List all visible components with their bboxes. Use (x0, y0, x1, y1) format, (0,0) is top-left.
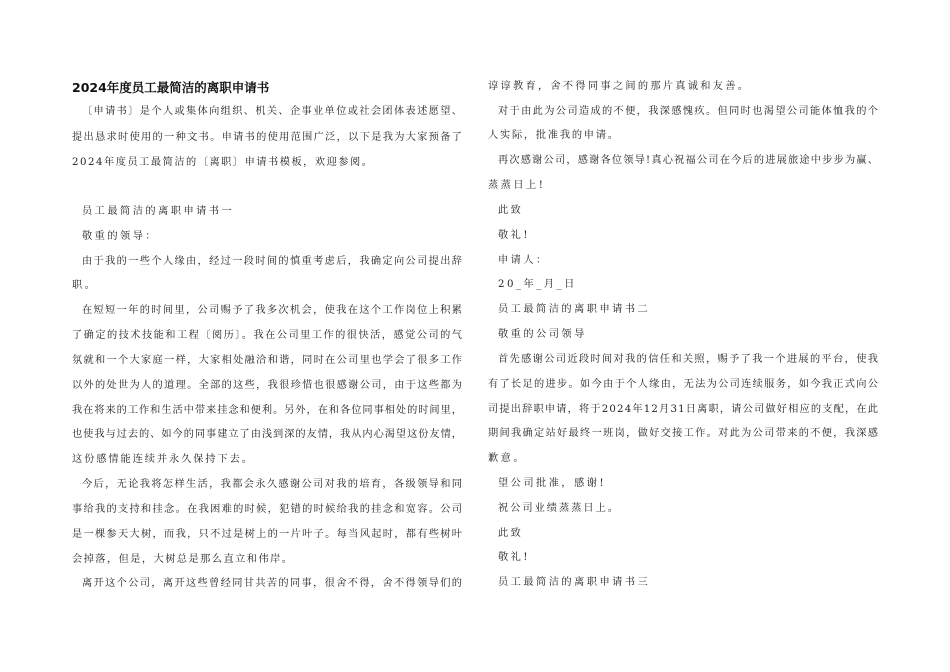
text-line: 2024年度员工最简洁的〔离职〕申请书模板，欢迎参阅。 (72, 157, 374, 168)
text-line: 谆谆教育，舍不得同事之间的那片真诚和友善。 (488, 81, 751, 92)
text-line: 以外的处世为人的道理。全部的这些，我很珍惜也很感谢公司，由于这些都为 (72, 380, 464, 391)
text-line: 祝公司业绩蒸蒸日上。 (498, 503, 620, 514)
text-line: 我在将来的工作和生活中带来挂念和便利。另外，在和各位同事相处的时间里， (72, 405, 463, 416)
text-line: 会掉落，但是，大树总是那么直立和伟岸。 (72, 554, 294, 565)
text-line: 这份感情能连续并永久保持下去。 (72, 454, 254, 465)
closing-line: 敬礼! (498, 230, 530, 241)
section-heading: 员工最简洁的离职申请书三 (498, 577, 651, 588)
text-line: 也使我与过去的、如今的同事建立了由浅到深的友情，我从内心渴望这份友情， (72, 429, 463, 440)
document-title: 2024年度员工最简洁的离职申请书 (72, 80, 270, 95)
text-line: 歉意。 (488, 453, 527, 464)
closing-line: 此致 (498, 205, 524, 216)
text-line: 职。 (72, 280, 98, 291)
text-line: 首先感谢公司近段时间对我的信任和关照，赐予了我一个进展的平台，使我 (498, 354, 880, 365)
text-line: 有了长足的进步。如今由于个人缘由，无法为公司连续服务，如今我正式向公 (488, 379, 880, 390)
text-line: 人实际，批准我的申请。 (488, 130, 620, 141)
text-line: 蒸蒸日上! (488, 180, 546, 191)
text-line: 氛就和一个大家庭一样，大家相处融洽和谐，同时在公司里也学会了很多工作 (72, 355, 464, 366)
text-line: 今后，无论我将怎样生活，我都会永久感谢公司对我的培育，各级领导和同 (82, 479, 464, 490)
section-heading: 员工最简洁的离职申请书二 (498, 304, 651, 315)
text-line: 对于由此为公司造成的不便，我深感愧疚。但同时也渴望公司能体恤我的个 (498, 106, 880, 117)
salutation: 敬重的公司领导 (498, 329, 587, 340)
text-line: 是一棵参天大树，而我，只不过是树上的一片叶子。每当风起时，都有些树叶 (72, 529, 464, 540)
text-line: 事给我的支持和挂念。在我困难的时候，犯错的时候给我的挂念和宽容。公司 (72, 504, 464, 515)
text-line: 〔申请书〕是个人或集体向组织、机关、企事业单位或社会团体表述愿望、 (82, 106, 464, 117)
salutation: 敬重的领导： (82, 231, 159, 242)
text-line: 提出恳求时使用的一种文书。申请书的使用范围广泛，以下是我为大家预备了 (72, 132, 464, 143)
date-line: 20_年_月_日 (498, 279, 577, 290)
closing-line: 此致 (498, 528, 524, 539)
text-line: 司提出辞职申请，将于2024年12月31日离职，请公司做好相应的支配，在此 (488, 404, 880, 415)
text-line: 离开这个公司，离开这些曾经同甘共苦的同事，很舍不得，舍不得领导们的 (82, 578, 464, 589)
applicant-label: 申请人： (498, 255, 549, 266)
section-heading: 员工最简洁的离职申请书一 (82, 206, 235, 217)
text-line: 再次感谢公司，感谢各位领导!真心祝福公司在今后的进展旅途中步步为赢、 (498, 155, 880, 166)
text-line: 望公司批准，感谢! (498, 478, 607, 489)
text-line: 由于我的一些个人缘由，经过一段时间的慎重考虑后，我确定向公司提出辞 (82, 256, 464, 267)
text-line: 期间我确定站好最终一班岗，做好交接工作。对此为公司带来的不便，我深感 (488, 428, 880, 439)
text-line: 了确定的技术技能和工程〔阅历〕。我在公司里工作的很快活，感觉公司的气 (72, 330, 464, 341)
closing-line: 敬礼! (498, 552, 530, 563)
text-line: 在短短一年的时间里，公司赐予了我多次机会，使我在这个工作岗位上积累 (82, 305, 464, 316)
